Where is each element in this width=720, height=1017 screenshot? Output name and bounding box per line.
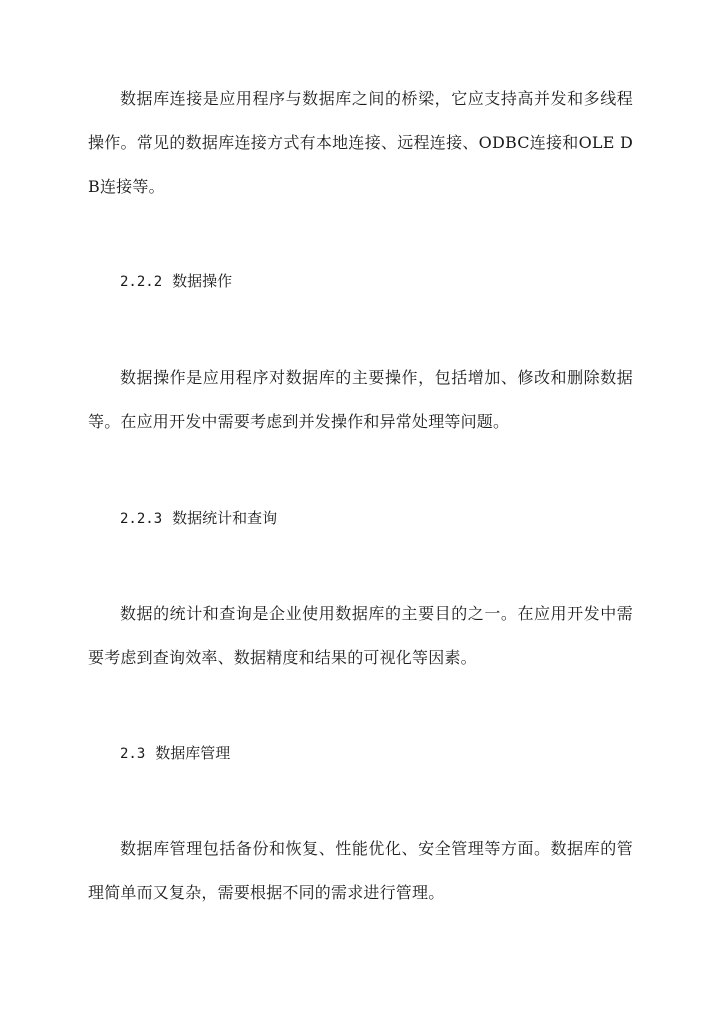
section-number: 2.2.3 — [120, 511, 163, 527]
section-number: 2.2.2 — [120, 274, 163, 290]
section-heading-2-3 — [120, 743, 230, 764]
section-title: 数据操作 — [172, 272, 233, 290]
paragraph-database-connection: 数据库连接是应用程序与数据库之间的桥梁，它应支持高并发和多线程操作。常见的数据库连接方式有本地连接、远程连接、ODBC连接和OLE DB连接等。 — [88, 89, 633, 196]
section-heading-2-2-3 — [120, 508, 277, 529]
paragraph-data-operations: 数据操作是应用程序对数据库的主要操作，包括增加、修改和删除数据等。在应用开发中需要考虑到并发操作和异常处理等问题。 — [88, 368, 633, 431]
section-title: 数据库管理 — [155, 744, 231, 762]
section-number: 2.3 — [120, 746, 146, 762]
section-heading-2-2-2 — [120, 271, 232, 292]
section-title: 数据统计和查询 — [172, 509, 278, 527]
paragraph-statistics-and-query: 数据的统计和查询是企业使用数据库的主要目的之一。在应用开发中需要考虑到查询效率、数据精度和结果的可视化等因素。 — [88, 604, 633, 667]
paragraph-database-management: 数据库管理包括备份和恢复、性能优化、安全管理等方面。数据库的管理简单而又复杂，需要根据不同的需求进行管理。 — [88, 839, 633, 902]
